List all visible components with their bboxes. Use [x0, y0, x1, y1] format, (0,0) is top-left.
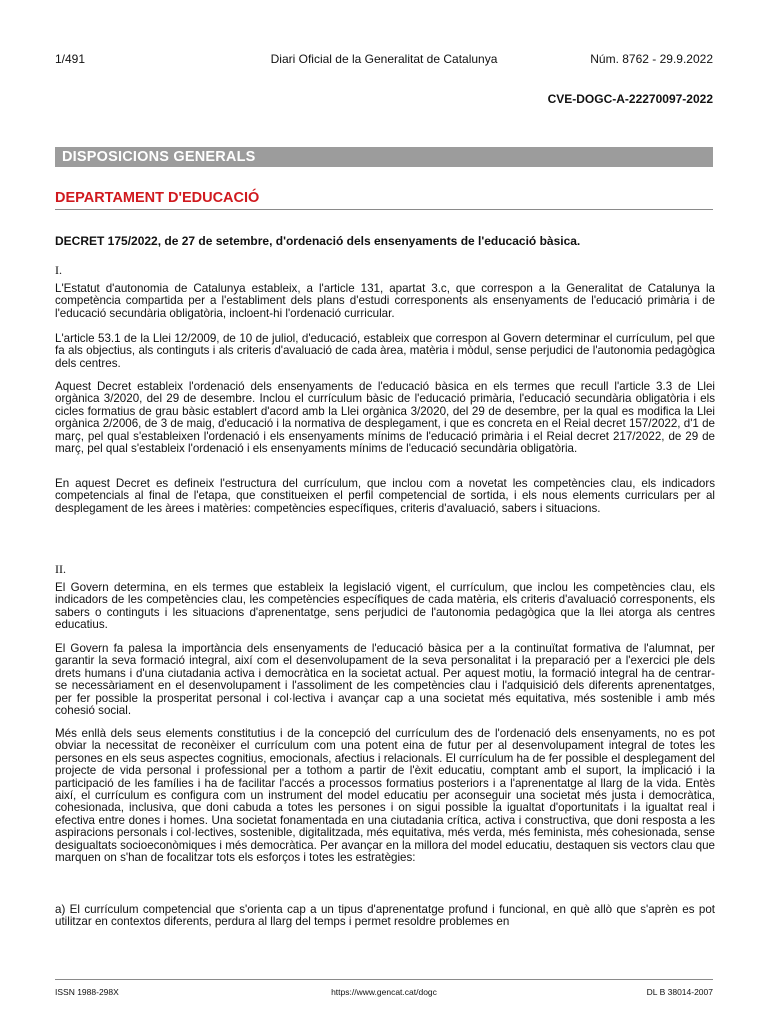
- issn: ISSN 1988-298X: [55, 987, 119, 997]
- footer-divider: [55, 979, 713, 980]
- paragraph-3: Aquest Decret estableix l'ordenació dels ensenyaments de l'educació bàsica en els termes que recull l'article 3.3 de Llei orgànica 3/2020, del 29 de desembre. Inclou el currículum bàsic de l'educació primària, l'educació secundària obligatòria i els cicles formatius de grau bàsic establert d'acord amb la Llei orgànica 3/2020, del 29 de desembre, per la qual es modifica la Llei orgànica 2/2006, de 3 de maig, d'educació i la normativa de desplegament, i que es concreta en el Reial decret 157/2022, d'1 de març, pel qual s'estableixen l'ordenació i els ensenyaments mínims de l'educació primària i el Reial decret 217/2022, de 29 de març, pel qual s'estableix l'ordenació i els ensenyaments mínims de l'educació secundària obligatòria.: [55, 380, 715, 456]
- paragraph-8: a) El currículum competencial que s'orienta cap a un tipus d'aprenentatge profund i funcional, en què allò que s'aprèn es pot utilitzar en contextos diferents, perdura al llarg del temps i permet resoldre problemes en: [55, 903, 715, 929]
- decree-title: DECRET 175/2022, de 27 de setembre, d'ordenació dels ensenyaments de l'educació bàsica.: [55, 234, 581, 248]
- paragraph-4: En aquest Decret es defineix l'estructura del currículum, que inclou com a novetat les competències clau, els indicadors competencials al final de l'etapa, que constitueixen el perfil competencial de sortida, i els nous elements curriculars per al desplegament de les àrees i matèries: competències específiques, criteris d'avaluació, sabers i situacions.: [55, 477, 715, 515]
- paragraph-2: L'article 53.1 de la Llei 12/2009, de 10 de juliol, d'educació, estableix que correspon al Govern determinar el currículum, pel que fa als objectius, als continguts i als criteris d'avaluació de cada àrea, matèria i mòdul, sense perjudici de l'autonomia pedagògica dels centres.: [55, 332, 715, 370]
- section-banner: [55, 147, 713, 167]
- paragraph-6: El Govern fa palesa la importància dels ensenyaments de l'educació bàsica per a la continuïtat formativa de l'alumnat, per garantir la seva formació integral, així com el desenvolupament de la seva personalitat i la preparació per a l'exercici ple dels drets humans i d'una ciutadania activa i democràtica en la societat actual. Per aquest motiu, la formació integral ha de centrar-se necessàriament en el desenvolupament i l'assoliment de les competències clau i l'adquisició dels diferents aprenentatges, per fer possible la prosperitat personal i col·lectiva i avançar cap a una societat més equitativa, més sostenible i amb més cohesió social.: [55, 642, 715, 718]
- legal-deposit: DL B 38014-2007: [646, 987, 713, 997]
- section-numeral-2: II.: [55, 562, 66, 576]
- paragraph-5: El Govern determina, en els termes que estableix la legislació vigent, el currículum, que inclou les competències clau, els indicadors de les competències clau, les competències específiques de cada matèria, els criteris d'avaluació corresponents, els sabers o continguts i les situacions d'aprenentatge, sens perjudici de l'autonomia pedagògica que la llei atorga als centres educatius.: [55, 581, 715, 632]
- dogc-link[interactable]: https://www.gencat.cat/dogc: [331, 987, 437, 997]
- department-divider: [55, 209, 713, 210]
- section-title: DISPOSICIONS GENERALS: [62, 149, 256, 165]
- paragraph-1: L'Estatut d'autonomia de Catalunya estableix, a l'article 131, apartat 3.c, que correspon a la Generalitat de Catalunya la competència compartida per a l'establiment dels plans d'estudi corresponents als ensenyaments de l'educació primària i de l'educació secundària obligatòria, incloent-hi l'ordenació curricular.: [55, 282, 715, 320]
- paragraph-7: Més enllà dels seus elements constitutius i de la concepció del currículum des de l'ordenació dels ensenyaments, no es pot obviar la necessitat de reconèixer el currículum com una potent eina de futur per al desenvolupament integral de totes les persones en els seus aspectes cognitius, emocionals, afectius i relacionals. El currículum ha de fer possible el desplegament del projecte de vida personal i professional per a tothom a partir de l'èxit educatiu, comptant amb el suport, la implicació i la participació de les famílies i ha de facilitar l'accés a processos formatius posteriors i a l'aprenentatge al llarg de la vida. Entès així, el currículum es configura com un instrument del model educatiu per aconseguir una societat més justa i democràtica, cohesionada, inclusiva, que doni cabuda a totes les persones i on sigui possible la igualtat d'oportunitats i la igualtat real i efectiva entre dones i homes. Una societat fonamentada en una ciutadania crítica, activa i constructiva, que doni resposta a les aspiracions personals i col·lectives, sostenible, digitalitzada, més equitativa, més verda, més feminista, més cohesionada, sense desigualtats socioeconòmiques i més democràtica. Per avançar en la millora del model educatiu, destaquen sis vectors clau que marquen on s'han de focalitzar tots els esforços i totes les estratègies:: [55, 727, 715, 865]
- publication-title: Diari Oficial de la Generalitat de Catalunya: [270, 52, 498, 66]
- department-title: DEPARTAMENT D'EDUCACIÓ: [55, 190, 260, 206]
- section-numeral-1: I.: [55, 263, 62, 277]
- page-number: 1/491: [55, 52, 86, 66]
- issue-number: Núm. 8762 - 29.9.2022: [590, 52, 713, 66]
- cve-code: CVE-DOGC-A-22270097-2022: [547, 92, 713, 106]
